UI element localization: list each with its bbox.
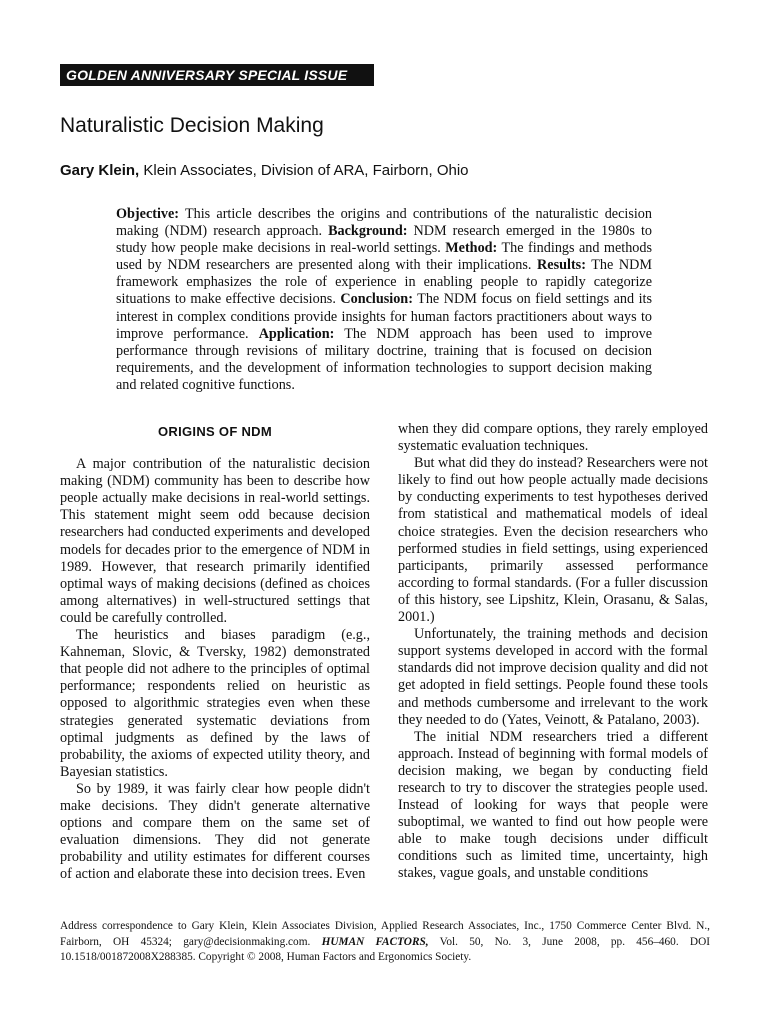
abstract-objective: This article describes the origins and contributions of the naturalistic decision making (NDM) research approach. (116, 206, 652, 240)
journal-name: HUMAN FACTORS, (321, 935, 429, 948)
issue-banner: GOLDEN ANNIVERSARY SPECIAL ISSUE (60, 64, 374, 86)
article-title: Naturalistic Decision Making (60, 114, 324, 137)
abstract-conclusion-label: Conclusion: (340, 291, 413, 308)
abstract-application-label: Application: (258, 325, 335, 342)
author-affiliation: Klein Associates, Division of ARA, Fairborn, Ohio (143, 162, 469, 179)
body-paragraph: A major contribution of the naturalistic decision making (NDM) community has been to describe how people actually make decisions in real-world settings. This statement might seem odd because decision researchers had conducted experiments and developed models for decades prior to the emergence of NDM in 1989. However, that research primarily identified optimal ways of making decisions (defined as choices among alternatives) in well-structured settings that could be carefully controlled. (60, 456, 370, 626)
author-name: Gary Klein, (60, 162, 140, 179)
abstract-conclusion: The NDM focus on field settings and its interest in complex conditions provide insights for human factors practitioners about ways to improve performance. (116, 291, 653, 342)
abstract-results: The NDM framework emphasizes the role of experience in enabling people to rapidly categorize situations to make effective decisions. (116, 257, 652, 308)
body-paragraph: The heuristics and biases paradigm (e.g., Kahneman, Slovic, & Tversky, 1982) demonstrated that people did not adhere to the principles of optimal performance; respondents relied on heuristic as opposed to algorithmic strategies even when these strategies generated systematic deviations from optimal judgments as defined by the laws of probability, the axioms of expected utility theory, and Bayesian statistics. (60, 627, 370, 780)
body-paragraph: when they did compare options, they rarely employed systematic evaluation techniques. (398, 421, 708, 455)
abstract-results-label: Results: (537, 257, 586, 274)
body-paragraph: The initial NDM researchers tried a different approach. Instead of beginning with formal models of decision making, we began by conducting field research to try to discover the strategies people used. Instead of looking for ways that people were suboptimal, we wanted to find out how people were able to make tough decisions under difficult conditions such as limited time, uncertainty, high stakes, vague goals, and unstable conditions (398, 728, 708, 882)
body-paragraph: Unfortunately, the training methods and decision support systems developed in accord with the formal standards did not improve decision quality and did not get adopted in field settings. People found these tools and methods cumbersome and irrelevant to the work they needed to do (Yates, Veinott, & Patalano, 2003). (398, 626, 708, 728)
abstract-method-label: Method: (445, 240, 498, 257)
footnote-address: Address correspondence to Gary Klein, Klein Associates Division, Applied Research Associates, Inc., 1750 Commerce Center Blvd. N., Fairborn, OH 45324; gary@decisionmaking.com. (60, 920, 710, 948)
left-column (60, 420, 370, 883)
abstract-background: NDM research emerged in the 1980s to study how people make decisions in real-world settings. (116, 223, 652, 257)
correspondence-footnote (60, 919, 710, 966)
abstract-objective-label: Objective: (116, 206, 180, 222)
body-paragraph: So by 1989, it was fairly clear how people didn't make decisions. They didn't generate alternative options and compare them on the same set of evaluation dimensions. They did not generate probability and utility estimates for different courses of action and elaborate these into decision trees. Even (60, 780, 370, 883)
body-paragraph: But what did they do instead? Researchers were not likely to find out how people actually made decisions by conducting experiments to test hypotheses derived from statistical and mathematical models of ideal choice strategies. Even the decision researchers who performed studies in field settings, using experienced participants, primarily assessed performance according to formal standards. (For a fuller discussion of this history, see Lipshitz, Klein, Orasanu, & Salas, 2001.) (398, 455, 708, 626)
footnote-citation: Vol. 50, No. 3, June 2008, pp. 456–460. DOI 10.1518/001872008X288385. Copyright © 2008, Human Factors and Ergonomics Society. (60, 935, 710, 963)
abstract-method: The findings and methods used by NDM researchers are presented along with their implications. (116, 240, 653, 274)
author-line (60, 162, 469, 179)
abstract (116, 206, 652, 394)
abstract-background-label: Background: (328, 223, 408, 240)
right-column (398, 421, 708, 883)
section-heading: ORIGINS OF NDM (158, 424, 272, 439)
abstract-application: The NDM approach has been used to improve performance through revisions of military doctrine, training that is focused on decision requirements, and the development of information technologies to support decision making and related cognitive functions. (116, 325, 653, 393)
